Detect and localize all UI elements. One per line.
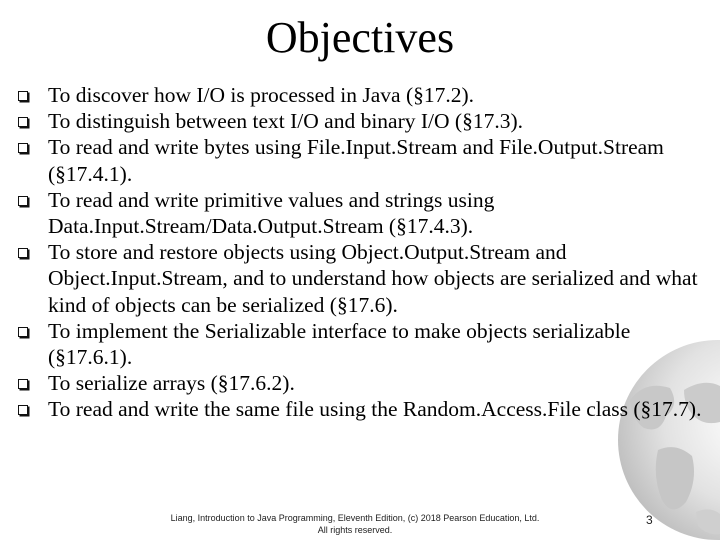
bullet-text: To read and write primitive values and strings using Data.Input.Stream/Data.Output.Stream (§17.4.3).: [48, 187, 495, 239]
bullet-text: To read and write bytes using File.Input.Stream and File.Output.Stream (§17.4.1).: [48, 135, 664, 186]
square-bullet-icon: [18, 327, 28, 337]
square-bullet-icon: [18, 405, 28, 415]
bullet-text: To store and restore objects using Object.Output.Stream and Object.Input.Stream, and to understand how objects are serialized and what kind of objects can be serialized (§17.6).: [48, 240, 698, 317]
list-item: [18, 370, 718, 396]
bullet-text: To serialize arrays (§17.6.2).: [48, 371, 295, 396]
list-item: [18, 187, 718, 239]
square-bullet-icon: [18, 143, 28, 153]
list-item: [18, 396, 718, 422]
bullet-text: To read and write the same file using the Random.Access.File class (§17.7).: [48, 397, 702, 422]
bullet-text: To discover how I/O is processed in Java (§17.2).: [48, 83, 475, 107]
list-item: [18, 239, 718, 318]
footer-line: All rights reserved.: [317, 525, 393, 535]
footer-copyright: [140, 512, 570, 536]
square-bullet-icon: [18, 379, 28, 389]
list-item: [18, 134, 718, 186]
bullet-text: To implement the Serializable interface to make objects serializable (§17.6.1).: [48, 318, 631, 370]
list-item: [18, 82, 718, 108]
bullet-text: To distinguish between text I/O and binary I/O (§17.3).: [48, 109, 523, 134]
slide-title: Objectives: [265, 13, 455, 62]
objectives-list: [18, 82, 718, 423]
square-bullet-icon: [18, 248, 28, 258]
square-bullet-icon: [18, 91, 28, 101]
square-bullet-icon: [18, 196, 28, 206]
list-item: [18, 318, 718, 370]
list-item: [18, 108, 718, 134]
square-bullet-icon: [18, 117, 28, 127]
page-number: 3: [646, 513, 653, 527]
footer-line: Liang, Introduction to Java Programming, Eleventh Edition, (c) 2018 Pearson Education, Ltd.: [170, 513, 540, 523]
